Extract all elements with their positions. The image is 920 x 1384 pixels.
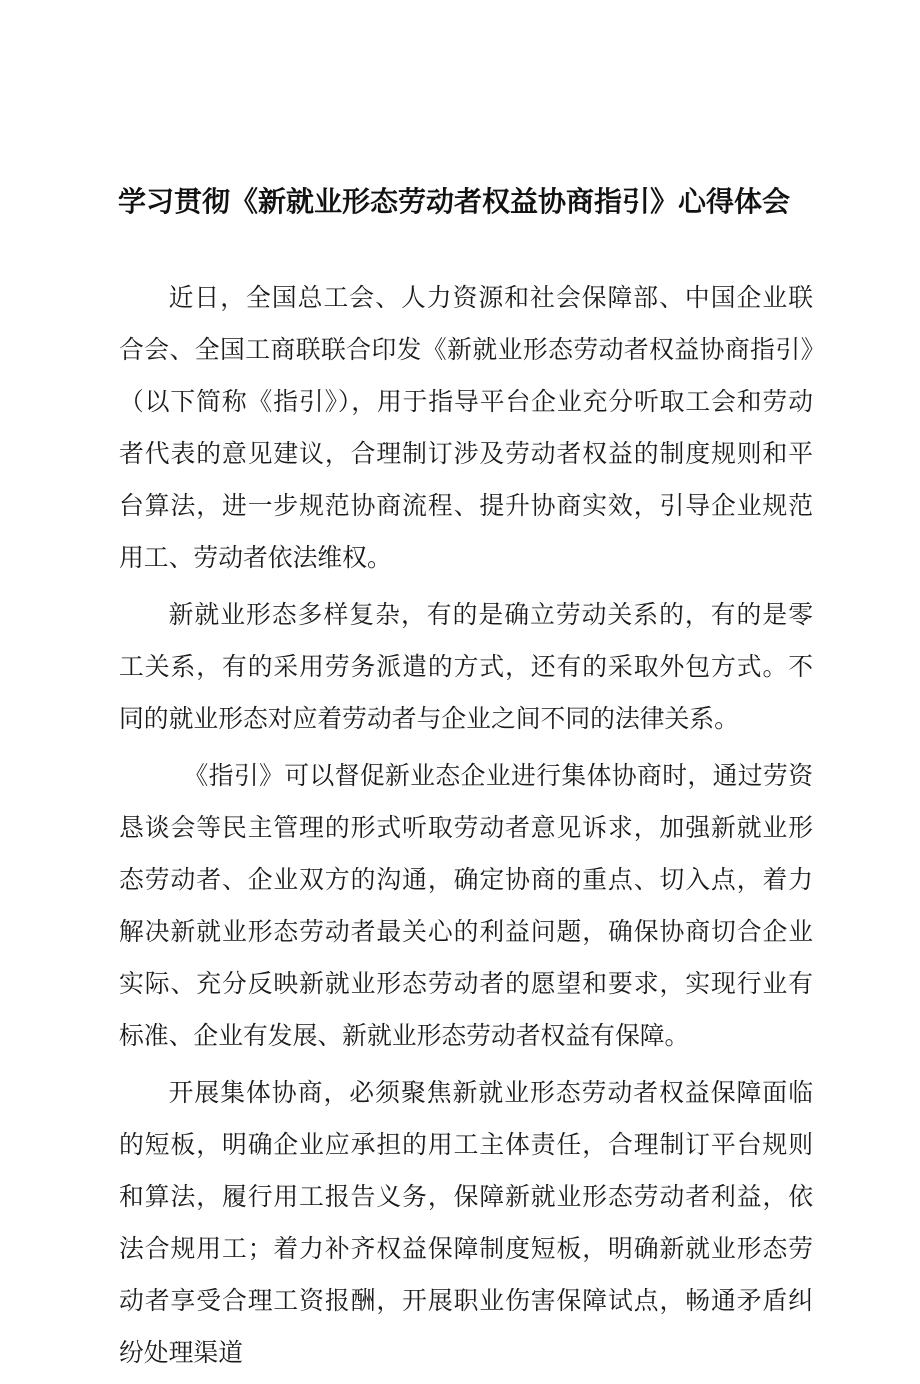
paragraph-4: 开展集体协商，必须聚焦新就业形态劳动者权益保障面临的短板，明确企业应承担的用工主体责任，合理制订平台规则和算法，履行用工报告义务，保障新就业形态劳动者利益，依法合规用工；着力补齐权益保障制度短板，明确新就业形态劳动者享受合理工资报酬，开展职业伤害保障试点，畅通矛盾纠纷处理渠道 <box>119 1078 813 1367</box>
paragraph-2: 新就业形态多样复杂，有的是确立劳动关系的，有的是零工关系，有的采用劳务派遣的方式，还有的采取外包方式。不同的就业形态对应着劳动者与企业之间不同的法律关系。 <box>119 600 813 733</box>
paragraph-1: 近日，全国总工会、人力资源和社会保障部、中国企业联合会、全国工商联联合印发《新就业形态劳动者权益协商指引》（以下简称《指引》），用于指导平台企业充分听取工会和劳动者代表的意见建议，合理制订涉及劳动者权益的制度规则和平台算法，进一步规范协商流程、提升协商实效，引导企业规范用工、劳动者依法维权。 <box>119 283 813 572</box>
document-body <box>119 272 813 1384</box>
paragraph-3: 《指引》可以督促新业态企业进行集体协商时，通过劳资恳谈会等民主管理的形式听取劳动者意见诉求，加强新就业形态劳动者、企业双方的沟通，确定协商的重点、切入点，着力解决新就业形态劳动者最关心的利益问题，确保协商切合企业实际、充分反映新就业形态劳动者的愿望和要求，实现行业有标准、企业有发展、新就业形态劳动者权益有保障。 <box>119 761 813 1050</box>
document-title: 学习贯彻《新就业形态劳动者权益协商指引》心得体会 <box>118 185 791 218</box>
